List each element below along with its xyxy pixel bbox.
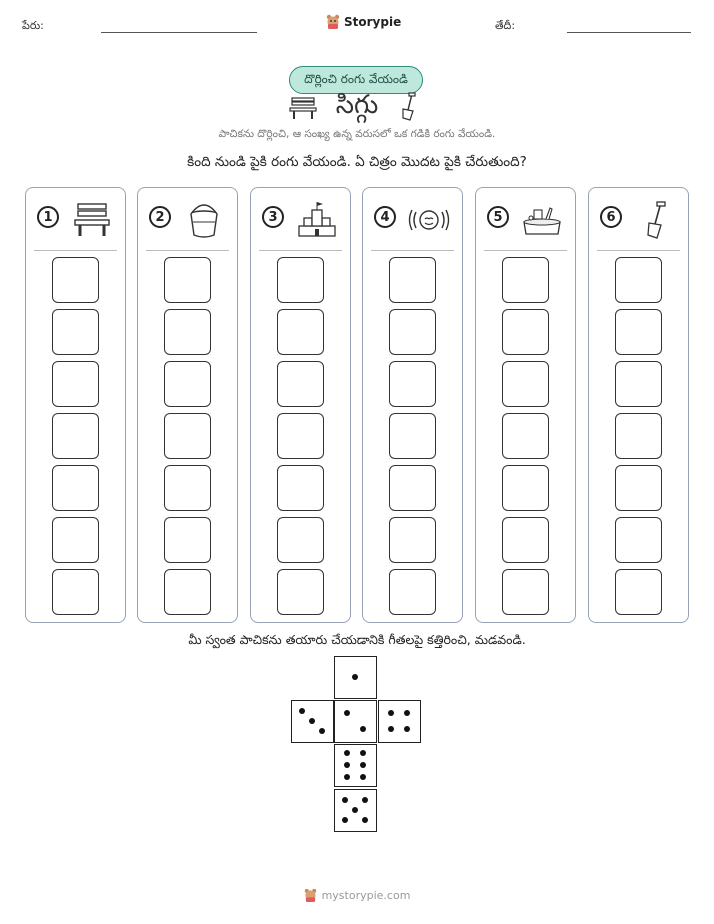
column-4 — [362, 187, 463, 623]
die-pip — [404, 726, 410, 732]
date-label: తేదీ: — [495, 19, 516, 32]
coloring-cell[interactable] — [164, 309, 211, 355]
activity-pill: దొర్లించి రంగు వేయండి — [289, 66, 423, 94]
coloring-cell[interactable] — [277, 517, 324, 563]
die-pip — [344, 774, 350, 780]
coloring-cell[interactable] — [615, 257, 662, 303]
die-pip — [344, 710, 350, 716]
die-face-3 — [291, 700, 334, 743]
footer — [0, 888, 714, 903]
name-label: పేరు: — [22, 19, 44, 32]
die-pip — [360, 774, 366, 780]
brand-name: Storypie — [344, 15, 402, 29]
bucket-icon — [182, 200, 226, 240]
column-header — [146, 198, 229, 251]
coloring-cell[interactable] — [502, 361, 549, 407]
column-number: 1 — [37, 206, 59, 228]
coloring-cell[interactable] — [277, 413, 324, 459]
coloring-cell[interactable] — [277, 361, 324, 407]
coloring-cell[interactable] — [389, 413, 436, 459]
die-pip — [404, 710, 410, 716]
storypie-bear-icon — [326, 14, 340, 30]
die-pip — [344, 750, 350, 756]
page-title: సిగ్గు — [335, 90, 379, 120]
die-pip — [360, 750, 366, 756]
column-2 — [137, 187, 238, 623]
coloring-cell[interactable] — [389, 465, 436, 511]
coloring-cell[interactable] — [502, 517, 549, 563]
coloring-cell[interactable] — [164, 569, 211, 615]
column-number: 4 — [374, 206, 396, 228]
coloring-cell[interactable] — [277, 569, 324, 615]
die-pip — [352, 807, 358, 813]
coloring-cell[interactable] — [389, 361, 436, 407]
storypie-footer-icon — [304, 888, 317, 903]
coloring-cell[interactable] — [277, 257, 324, 303]
storypie-logo — [326, 14, 401, 30]
column-number: 6 — [600, 206, 622, 228]
die-face-2 — [334, 700, 377, 743]
date-line[interactable] — [567, 32, 691, 33]
coloring-cell[interactable] — [277, 465, 324, 511]
die-face-5 — [334, 789, 377, 832]
die-pip — [309, 718, 315, 724]
instruction: కింది నుండి పైకి రంగు వేయండి. ఏ చిత్రం మొదట పైకి చేరుతుంది? — [187, 154, 527, 170]
coloring-cell[interactable] — [389, 569, 436, 615]
coloring-cell[interactable] — [52, 257, 99, 303]
coloring-cell[interactable] — [502, 413, 549, 459]
die-face-6 — [334, 744, 377, 787]
die-pip — [362, 797, 368, 803]
subtitle: పాచికను దొర్లించి, ఆ సంఖ్య ఉన్న వరుసలో ఒక గడికి రంగు వేయండి. — [218, 128, 496, 140]
column-number: 2 — [149, 206, 171, 228]
die-pip — [388, 710, 394, 716]
shy-face-icon — [407, 200, 451, 240]
die-pip — [319, 728, 325, 734]
coloring-cell[interactable] — [164, 465, 211, 511]
coloring-cell[interactable] — [389, 257, 436, 303]
die-instruction: మీ స్వంత పాచికను తయారు చేయడానికి గీతలపై కత్తిరించి, మడవండి. — [188, 632, 526, 647]
coloring-cell[interactable] — [502, 309, 549, 355]
die-pip — [362, 817, 368, 823]
column-number: 3 — [262, 206, 284, 228]
coloring-cell[interactable] — [615, 361, 662, 407]
column-number: 5 — [487, 206, 509, 228]
column-header — [597, 198, 680, 251]
coloring-cell[interactable] — [164, 517, 211, 563]
coloring-cell[interactable] — [164, 361, 211, 407]
coloring-cell[interactable] — [52, 309, 99, 355]
column-1 — [25, 187, 126, 623]
column-header — [484, 198, 567, 251]
die-pip — [342, 797, 348, 803]
coloring-cell[interactable] — [502, 465, 549, 511]
die-pip — [388, 726, 394, 732]
die-pip — [342, 817, 348, 823]
die-pip — [360, 726, 366, 732]
coloring-cell[interactable] — [389, 309, 436, 355]
coloring-cell[interactable] — [389, 517, 436, 563]
column-6 — [588, 187, 689, 623]
coloring-cell[interactable] — [615, 413, 662, 459]
column-header — [259, 198, 342, 251]
die-pip — [299, 708, 305, 714]
coloring-cell[interactable] — [502, 569, 549, 615]
column-3 — [250, 187, 351, 623]
coloring-cell[interactable] — [52, 413, 99, 459]
die-pip — [360, 762, 366, 768]
footer-url: mystorypie.com — [321, 889, 411, 902]
coloring-cell[interactable] — [52, 361, 99, 407]
coloring-cell[interactable] — [164, 413, 211, 459]
column-header — [371, 198, 454, 251]
coloring-cell[interactable] — [277, 309, 324, 355]
coloring-cell[interactable] — [52, 465, 99, 511]
column-header — [34, 198, 117, 251]
coloring-cell[interactable] — [502, 257, 549, 303]
coloring-cell[interactable] — [615, 309, 662, 355]
shovel-icon — [633, 200, 677, 240]
sandcastle-icon — [295, 200, 339, 240]
shovel-icon — [400, 92, 418, 122]
die-face-1 — [334, 656, 377, 699]
column-5 — [475, 187, 576, 623]
coloring-cell[interactable] — [615, 517, 662, 563]
die-pip — [352, 674, 358, 680]
coloring-cell[interactable] — [52, 517, 99, 563]
coloring-cell[interactable] — [615, 465, 662, 511]
coloring-cell[interactable] — [52, 569, 99, 615]
die-pip — [344, 762, 350, 768]
coloring-cell[interactable] — [615, 569, 662, 615]
die-face-4 — [378, 700, 421, 743]
coloring-cell[interactable] — [164, 257, 211, 303]
name-line[interactable] — [101, 32, 257, 33]
bench-icon — [70, 200, 114, 240]
sandbox-icon — [520, 200, 564, 240]
